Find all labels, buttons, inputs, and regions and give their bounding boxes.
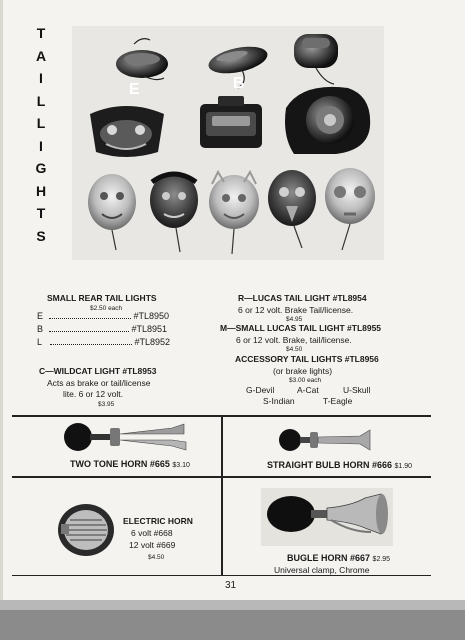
accessory-option: S-Indian [263, 396, 295, 406]
scan-background-strip [0, 600, 465, 640]
two-tone-horn-image [60, 420, 190, 454]
small-rear-item [37, 325, 167, 334]
title-letter: H [35, 182, 47, 199]
title-letter: S [36, 227, 46, 244]
two-tone-horn-name: TWO TONE HORN #665 [70, 459, 170, 469]
two-tone-horn-label [70, 460, 190, 469]
accessory-option: U-Skull [343, 385, 371, 395]
straight-bulb-horn-price: $1.90 [394, 463, 413, 470]
divider-horizontal [12, 575, 431, 576]
title-letter: G [35, 160, 47, 176]
accessory-price: $3.00 each [289, 377, 322, 384]
straight-bulb-horn-image [276, 424, 376, 454]
title-letter: T [36, 25, 46, 41]
item-letter: E [37, 311, 44, 321]
divider-vertical [221, 415, 223, 575]
item-catalog-number: #TL8950 [133, 311, 170, 321]
small-lucas-price: $4.50 [286, 346, 303, 353]
item-catalog-number: #TL8951 [131, 324, 168, 334]
small-rear-price: $2.50 each [90, 305, 123, 312]
electric-horn-6v: 6 volt #668 [131, 528, 173, 538]
item-letter: L [37, 337, 43, 347]
small-lucas-line1: 6 or 12 volt. Brake, tail/license. [236, 335, 352, 345]
vertical-title [33, 22, 49, 247]
straight-bulb-horn-label [267, 461, 412, 470]
straight-bulb-horn-name: STRAIGHT BULB HORN #666 [267, 460, 393, 470]
bugle-horn-name: BUGLE HORN #667 [287, 553, 371, 563]
title-letter: I [39, 70, 43, 86]
photo-label-b: B [233, 75, 245, 92]
small-rear-item [37, 312, 169, 321]
title-letter: L [36, 115, 46, 131]
small-rear-heading: SMALL REAR TAIL LIGHTS [47, 293, 157, 303]
wildcat-light-image [90, 106, 164, 157]
two-tone-horn-price: $3.10 [172, 462, 190, 469]
accessory-option: G-Devil [246, 385, 275, 395]
lucas-light-image [285, 87, 370, 154]
small-rear-item [37, 338, 170, 347]
bugle-horn-image [261, 488, 393, 546]
electric-horn-image [54, 500, 118, 558]
title-letter: T [36, 205, 46, 221]
wildcat-line2: lite. 6 or 12 volt. [63, 389, 124, 399]
item-letter: B [37, 324, 44, 334]
lucas-heading: R—LUCAS TAIL LIGHT #TL8954 [238, 293, 367, 303]
title-letter: I [39, 137, 43, 154]
bugle-horn-label [287, 554, 390, 563]
accessory-option: T-Eagle [323, 396, 353, 406]
tail-lights-photo [72, 26, 384, 260]
wildcat-line1: Acts as brake or tail/license [47, 378, 151, 388]
lucas-price: $4.95 [286, 316, 303, 323]
electric-horn-12v: 12 volt #669 [129, 540, 176, 550]
bugle-horn-price: $2.95 [372, 556, 391, 563]
electric-horn-name: ELECTRIC HORN [123, 516, 193, 526]
title-letter: L [36, 92, 46, 109]
lucas-line1: 6 or 12 volt. Brake Tail/license. [238, 305, 354, 315]
item-catalog-number: #TL8952 [134, 337, 171, 347]
accessory-option: A-Cat [297, 385, 319, 395]
accessory-heading: ACCESSORY TAIL LIGHTS #TL8956 [235, 354, 379, 364]
photo-label-e: E [129, 81, 140, 98]
wildcat-heading: C—WILDCAT LIGHT #TL8953 [39, 366, 157, 376]
wildcat-price: $3.95 [98, 401, 115, 408]
electric-horn-price: $4.50 [148, 554, 165, 561]
accessory-line1: (or brake lights) [273, 366, 333, 376]
page-number: 31 [225, 580, 237, 591]
page-binding-edge [0, 0, 3, 600]
small-lucas-heading: M—SMALL LUCAS TAIL LIGHT #TL8955 [220, 323, 382, 333]
bugle-horn-line1: Universal clamp, Chrome [274, 565, 370, 575]
title-letter: A [35, 47, 47, 64]
